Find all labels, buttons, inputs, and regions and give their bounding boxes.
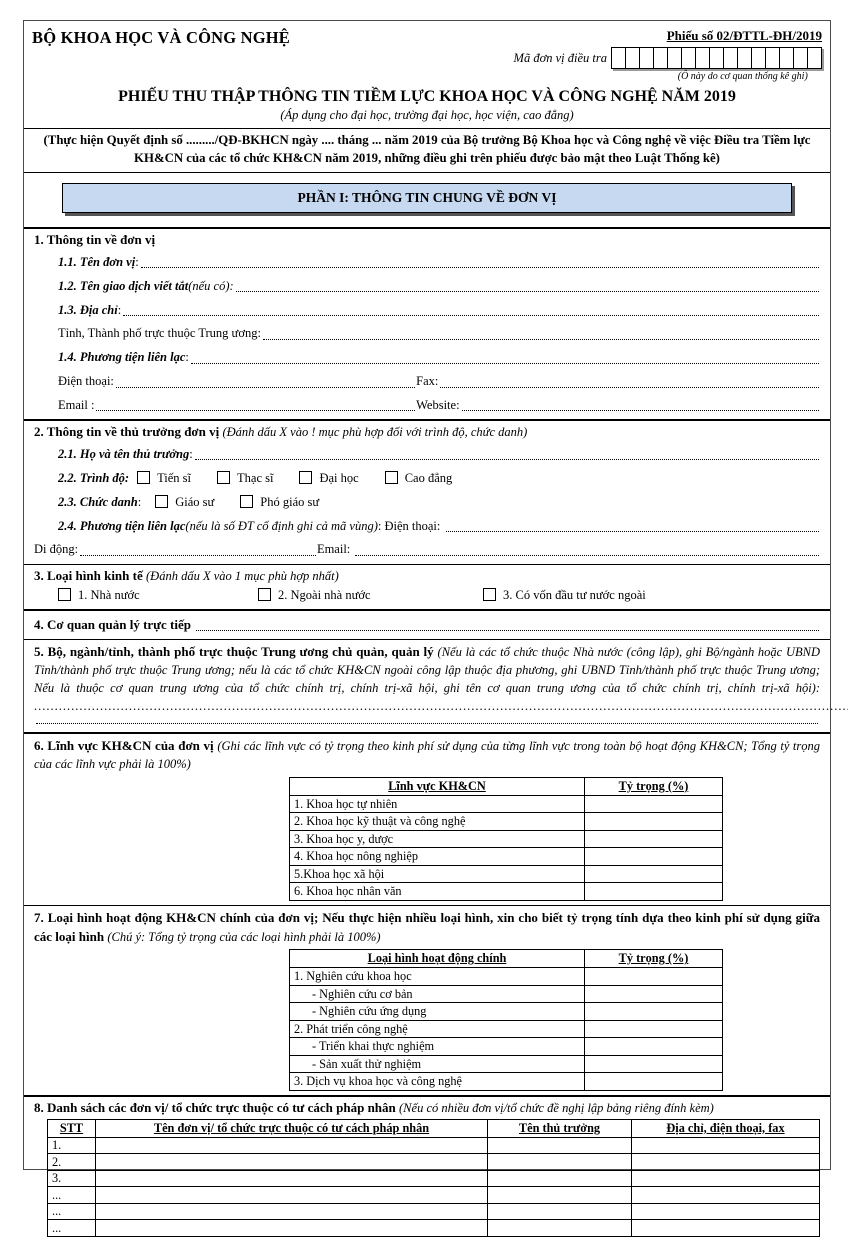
survey-code-note: (Ô này do cơ quan thống kê ghi) (677, 71, 808, 82)
table-row: - Nghiên cứu ứng dụng (290, 1003, 723, 1021)
label-lien-lac-note: (nếu là số ĐT cố định ghi cả mã vùng) (185, 518, 378, 533)
table-row: 3. (48, 1170, 820, 1187)
ty-trong-input-cell[interactable] (585, 1003, 723, 1021)
form-number: Phiếu số 02/ĐTTL-ĐH/2019 (666, 28, 822, 43)
input-cell[interactable] (96, 1137, 488, 1154)
label-website: Website: (416, 398, 460, 413)
code-box[interactable] (653, 47, 668, 69)
section-3-heading (34, 568, 820, 584)
code-box[interactable] (737, 47, 752, 69)
label-lien-lac: 2.4. Phương tiện liên lạc (58, 518, 186, 533)
section-3-heading-note: (Đánh dấu X vào 1 mục phù hợp nhất) (146, 568, 339, 583)
option-pho-giao-su: Phó giáo sư (260, 494, 320, 509)
section-7-heading (34, 909, 820, 947)
label-trinh-do: 2.2. Trình độ: (58, 470, 130, 485)
activity-table-col2-header: Tỷ trọng (%) (585, 950, 723, 968)
field-ho-ten[interactable] (193, 445, 820, 464)
table-row: 1. (48, 1137, 820, 1154)
table-row: ... (48, 1203, 820, 1220)
code-box[interactable] (793, 47, 808, 69)
checkbox-cao-dang[interactable] (385, 471, 398, 484)
label-chuc-danh: 2.3. Chức danh (58, 494, 138, 509)
table-row: 2. Khoa học kỹ thuật và công nghệ (290, 813, 723, 831)
label-di-dong: Di động: (34, 542, 79, 557)
label-dien-thoai-2: : Điện thoại: (377, 518, 444, 533)
checkbox-nha-nuoc[interactable] (58, 588, 71, 601)
section-3-heading-text: 3. Loại hình kinh tế (34, 567, 146, 583)
colon: : (137, 494, 142, 509)
form-title: PHIẾU THU THẬP THÔNG TIN TIỀM LỰC KHOA HỌC VÀ CÔNG NGHỆ NĂM 2019 (118, 88, 736, 105)
survey-code-boxes (611, 47, 822, 69)
ty-trong-input-cell[interactable] (585, 1038, 723, 1056)
col-stt: STT (48, 1119, 96, 1137)
colon: : (135, 254, 139, 269)
co-quan-row (34, 615, 820, 635)
field-ten-don-vi[interactable] (139, 253, 820, 272)
table-row: 5.Khoa học xã hội (290, 865, 723, 883)
label-co-quan: 4. Cơ quan quản lý trực tiếp (34, 617, 195, 633)
code-box[interactable] (625, 47, 640, 69)
ministry-title: BỘ KHOA HỌC VÀ CÔNG NGHỆ (32, 28, 290, 47)
ty-trong-input-cell[interactable] (585, 883, 723, 901)
table-row: ... (48, 1220, 820, 1237)
form-subtitle: (Áp dụng cho đại học, trường đại học, học viện, cao đẳng) (280, 108, 574, 122)
table-row: 2. (48, 1154, 820, 1171)
label-ten-giao-dich: 1.2. Tên giao dịch viết tắt (58, 278, 189, 293)
label-dien-thoai: Điện thoại: (58, 374, 114, 389)
field-chu-quan[interactable] (34, 699, 848, 713)
input-cell[interactable] (96, 1203, 488, 1220)
section-6-heading (34, 737, 820, 774)
field-fax[interactable] (438, 372, 820, 391)
subsidiaries-table (47, 1119, 820, 1237)
survey-code-row (514, 47, 822, 69)
field-tinh-tp[interactable] (261, 324, 820, 343)
code-box[interactable] (709, 47, 724, 69)
input-cell[interactable] (488, 1137, 632, 1154)
input-cell[interactable] (488, 1187, 632, 1204)
lien-lac-row (58, 517, 820, 536)
option-tien-si: Tiến sĩ (157, 470, 192, 485)
section-2-heading-note: (Đánh dấu X vào ! mục phù hợp đối với trình độ, chức danh) (222, 425, 528, 440)
table-row: 2. Phát triển công nghệ (290, 1020, 723, 1038)
checkbox-dai-hoc[interactable] (299, 471, 312, 484)
ty-trong-input-cell[interactable] (585, 830, 723, 848)
trinh-do-row (58, 469, 820, 488)
code-box[interactable] (765, 47, 780, 69)
code-box[interactable] (667, 47, 682, 69)
colon: : (185, 350, 189, 365)
colon: : (117, 302, 122, 317)
section-8-heading-text: 8. Danh sách các đơn vị/ tổ chức trực thuộc có tư cách pháp nhân (34, 1099, 400, 1115)
checkbox-ngoai-nha-nuoc[interactable] (258, 588, 271, 601)
input-cell[interactable] (632, 1187, 820, 1204)
table-row: 1. Khoa học tự nhiên (290, 795, 723, 813)
divider (24, 172, 830, 173)
input-cell[interactable] (632, 1137, 820, 1154)
section-2-heading-text: 2. Thông tin về thủ trưởng đơn vị (34, 424, 223, 440)
col-ten-thu-truong: Tên thủ trưởng (488, 1119, 632, 1137)
section-3-economic-type (32, 565, 822, 609)
code-box[interactable] (751, 47, 766, 69)
section-2-heading (34, 424, 820, 440)
section-6-note: (Ghi các lĩnh vực có tỷ trọng theo kinh phí sử dụng của từng lĩnh vực trong toàn bộ hoạt động KH&CN; Tổng tỷ trọng của các lĩnh vực phải là 100%) (34, 739, 820, 772)
section-2-head-info (32, 421, 822, 563)
label-neu-co: (nếu có): (188, 278, 234, 293)
field-ho-ten-row (58, 445, 820, 464)
option-thac-si: Thạc sĩ (237, 470, 274, 485)
section-7-heading-text: 7. Loại hình hoạt động KH&CN chính của đơn vị; Nếu thực hiện nhiều loại hình, xin cho biết tỷ trọng tính dựa theo kinh phí sử dụng giữa các loại hình (34, 909, 820, 944)
ty-trong-input-cell[interactable] (585, 865, 723, 883)
activity-table-col1-header: Loại hình hoạt động chính (290, 950, 585, 968)
section-1-heading: 1. Thông tin về đơn vị (34, 232, 156, 248)
code-box[interactable] (611, 47, 626, 69)
checkbox-pho-giao-su[interactable] (240, 495, 253, 508)
field-di-dong[interactable] (78, 540, 317, 559)
option-von-nuoc-ngoai: 3. Có vốn đầu tư nước ngoài (503, 587, 646, 602)
activity-table (289, 949, 723, 1091)
colon: : (189, 446, 193, 461)
section-8-heading (34, 1100, 820, 1116)
field-dien-thoai-2[interactable] (444, 517, 821, 536)
code-box[interactable] (695, 47, 710, 69)
table-row: ... (48, 1187, 820, 1204)
label-dia-chi: 1.3. Địa chỉ (58, 302, 118, 317)
option-giao-su: Giáo sư (175, 494, 215, 509)
input-cell[interactable] (488, 1170, 632, 1187)
checkbox-thac-si[interactable] (217, 471, 230, 484)
checkbox-tien-si[interactable] (137, 471, 150, 484)
field-dia-chi[interactable] (121, 301, 820, 320)
section-5-paragraph (34, 643, 820, 715)
checkbox-giao-su[interactable] (155, 495, 168, 508)
table-row: 6. Khoa học nhân văn (290, 883, 723, 901)
ty-trong-input-cell[interactable] (585, 848, 723, 866)
field-ten-giao-dich-row (58, 277, 820, 296)
phone-fax-row (58, 372, 820, 391)
di-dong-row (34, 540, 820, 559)
fields-table (289, 777, 723, 901)
section-5-note: (Nếu là các tổ chức thuộc Nhà nước (công lập), ghi Bộ/ngành hoặc UBND Tỉnh/thành phố trực thuộc Trung ương; nếu là các tổ chức KH&CN ngoài công lập thuộc địa phương, ghi UBND Tỉnh/thành phố trực thuộc Trung ương; Nếu là thuộc cơ quan trung ương của tổ chức chính trị, chính trị-xã hội, ghi tên cơ quan trung ương của tổ chức chính trị, chính trị-xã hội): (34, 645, 821, 695)
table-row: - Triển khai thực nghiệm (290, 1038, 723, 1056)
input-cell[interactable] (96, 1187, 488, 1204)
label-fax: Fax: (416, 374, 439, 389)
code-box[interactable] (807, 47, 822, 69)
section-7-note: (Chú ý: Tổng tỷ trọng của các loại hình phải là 100%) (107, 929, 381, 944)
ty-trong-input-cell[interactable] (585, 813, 723, 831)
email-website-row (58, 396, 820, 415)
field-phuong-tien-row (58, 348, 820, 367)
input-cell[interactable] (632, 1203, 820, 1220)
code-box[interactable] (779, 47, 794, 69)
economic-type-options (58, 586, 820, 605)
section-8-subsidiaries (32, 1097, 822, 1241)
field-dien-thoai[interactable] (114, 372, 416, 391)
input-cell[interactable] (632, 1154, 820, 1171)
section-8-note: (Nếu có nhiều đơn vị/tổ chức đề nghị lập bảng riêng đính kèm) (399, 1100, 714, 1115)
survey-code-label: Mã đơn vị điều tra (513, 50, 607, 65)
ty-trong-input-cell[interactable] (585, 795, 723, 813)
form-header (32, 28, 822, 82)
ty-trong-input-cell[interactable] (585, 1020, 723, 1038)
col-dia-chi: Địa chỉ, điện thoại, fax (632, 1119, 820, 1137)
field-ten-giao-dich[interactable] (234, 277, 820, 296)
input-cell[interactable] (488, 1154, 632, 1171)
field-tinh-tp-row (58, 324, 820, 343)
section-4-managing-agency (32, 611, 822, 639)
ty-trong-input-cell[interactable] (585, 968, 723, 986)
label-email-2: Email: (316, 542, 354, 557)
section-5-heading-text: 5. Bộ, ngành/tỉnh, thành phố trực thuộc Trung ương chủ quản, quản lý (34, 644, 438, 660)
input-cell[interactable] (632, 1220, 820, 1237)
ty-trong-input-cell[interactable] (585, 1055, 723, 1073)
input-cell[interactable] (96, 1170, 488, 1187)
section-6-heading-text: 6. Lĩnh vực KH&CN của đơn vị (34, 738, 218, 754)
section-6-fields (32, 734, 822, 905)
table-row: 1. Nghiên cứu khoa học (290, 968, 723, 986)
input-cell[interactable] (96, 1154, 488, 1171)
table-row: 3. Khoa học y, dược (290, 830, 723, 848)
field-website[interactable] (460, 396, 820, 415)
ty-trong-input-cell[interactable] (585, 985, 723, 1003)
label-ho-ten: 2.1. Họ và tên thủ trưởng (58, 446, 190, 461)
field-co-quan[interactable] (194, 615, 820, 635)
checkbox-von-nuoc-ngoai[interactable] (483, 588, 496, 601)
part1-banner: PHẦN I: THÔNG TIN CHUNG VỀ ĐƠN VỊ (62, 183, 792, 213)
option-ngoai-nha-nuoc: 2. Ngoài nhà nước (278, 587, 371, 602)
label-phuong-tien: 1.4. Phương tiện liên lạc (58, 350, 186, 365)
table-row: 4. Khoa học nông nghiệp (290, 848, 723, 866)
col-ten-don-vi: Tên đơn vị/ tổ chức trực thuộc có tư cách pháp nhân (96, 1119, 488, 1137)
section-7-activity-types (32, 906, 822, 1095)
field-chu-quan-line2[interactable] (34, 715, 820, 728)
table-row: - Nghiên cứu cơ bản (290, 985, 723, 1003)
label-tinh-tp: Tỉnh, Thành phố trực thuộc Trung ương: (58, 326, 261, 341)
input-cell[interactable] (96, 1220, 488, 1237)
header-right (514, 28, 822, 82)
option-cao-dang: Cao đẳng (404, 470, 453, 485)
field-dia-chi-row (58, 301, 820, 320)
section-1-unit-info (32, 229, 822, 419)
label-ten-don-vi: 1.1. Tên đơn vị (58, 254, 136, 269)
table-row: 3. Dịch vụ khoa học và công nghệ (290, 1073, 723, 1091)
field-email[interactable] (94, 396, 416, 415)
form-outer-border (23, 20, 831, 1235)
section-5-ministry-province (32, 640, 822, 732)
field-ten-don-vi-row (58, 253, 820, 272)
option-dai-hoc: Đại học (319, 470, 359, 485)
ty-trong-input-cell[interactable] (585, 1073, 723, 1091)
code-box[interactable] (723, 47, 738, 69)
field-phuong-tien[interactable] (189, 348, 820, 367)
fields-table-col1-header: Lĩnh vực KH&CN (290, 777, 585, 795)
decree-note: (Thực hiện Quyết định số ........./QĐ-BKHCN ngày .... tháng ... năm 2019 của Bộ trưởng Bộ Khoa học và Công nghệ về việc Điều tra Tiềm lực KH&CN của các tổ chức KH&CN năm 2019, những điều ghi trên phiếu được bảo mật theo Luật Thống kê) (43, 133, 811, 165)
input-cell[interactable] (632, 1170, 820, 1187)
table-row: - Sản xuất thử nghiệm (290, 1055, 723, 1073)
chuc-danh-row (58, 493, 820, 512)
code-box[interactable] (681, 47, 696, 69)
fields-table-col2-header: Tỷ trọng (%) (585, 777, 723, 795)
option-nha-nuoc: 1. Nhà nước (78, 587, 140, 602)
input-cell[interactable] (488, 1220, 632, 1237)
label-email: Email : (58, 398, 95, 413)
code-box[interactable] (639, 47, 654, 69)
input-cell[interactable] (488, 1203, 632, 1220)
field-email-2[interactable] (353, 540, 820, 559)
